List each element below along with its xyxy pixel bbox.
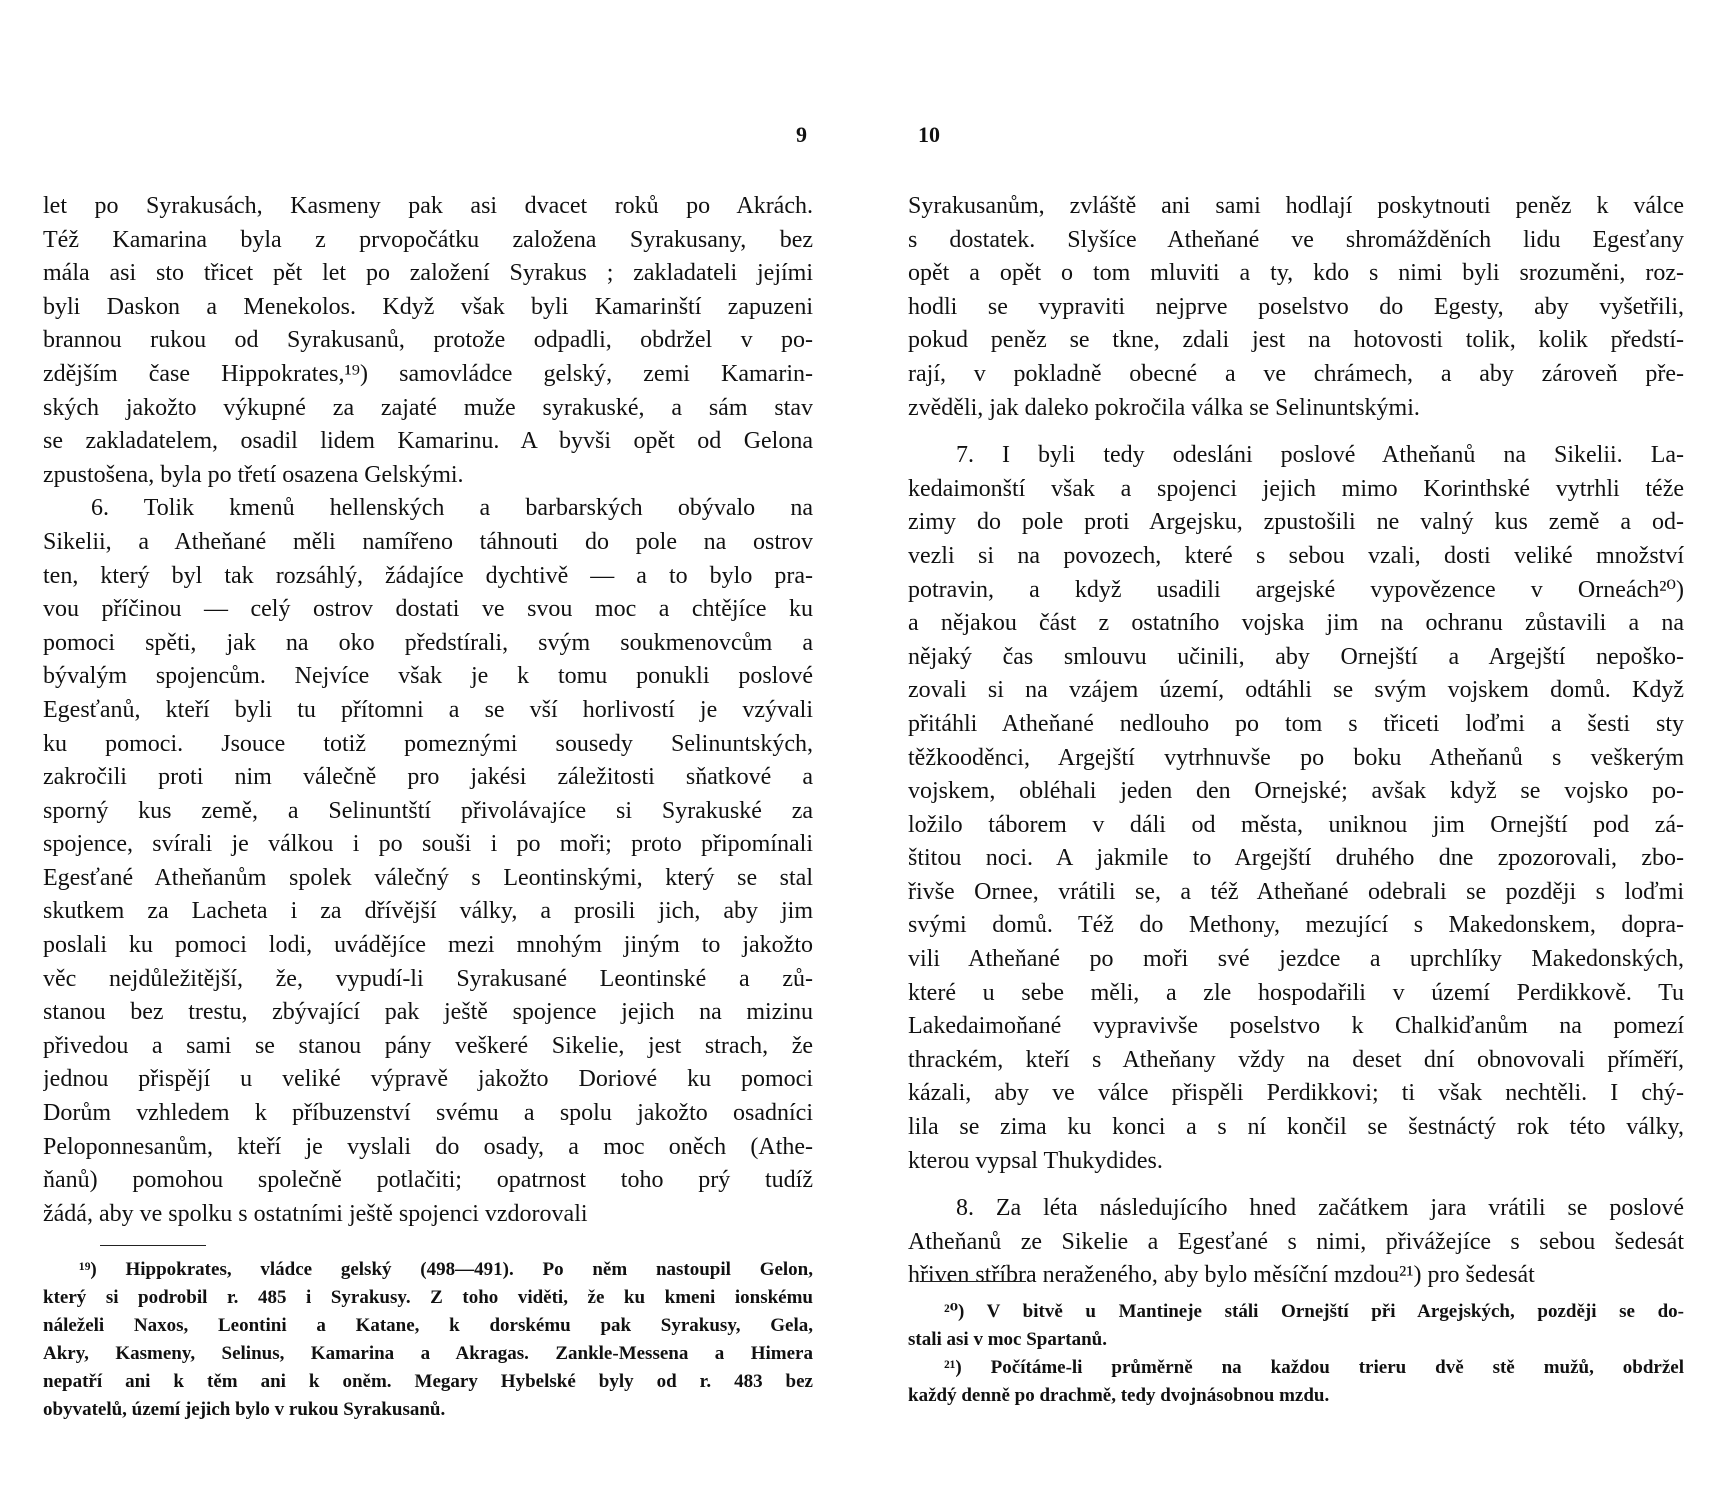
text-line: štitou noci. A jakmile to Argejští druhého dne zpozorovali, zbo-: [908, 845, 1684, 872]
text-line: které u sebe měli, a zle hospodařili v území Perdikkově. Tu: [908, 979, 1684, 1006]
text-line: Též Kamarina byla z prvopočátku založena Syrakusany, bez: [43, 226, 813, 253]
text-line: zimy do pole proti Argejsku, zpustošili ne valný kus země a od-: [908, 509, 1684, 536]
text-line: vezli si na povozech, které s sebou vzali, dosti veliké množství: [908, 542, 1684, 569]
text-line: byli Daskon a Menekolos. Když však byli Kamarinští zapuzeni: [43, 293, 813, 320]
text-line: hřiven stříbra neraženého, aby bylo měsíční mzdou²¹) pro šedesát: [908, 1262, 1535, 1289]
text-line: zakročili proti nim válečně pro jakési záležitosti sňatkové a: [43, 764, 813, 791]
footnote-line: náleželi Naxos, Leontini a Katane, k dorskému pak Syrakusy, Gela,: [43, 1315, 813, 1336]
text-line: pokud peněz se tkne, zdali jest na hotovosti tolik, kolik předstí-: [908, 327, 1684, 354]
text-line: skutkem za Lacheta i za dřívější války, a prosili jich, aby jim: [43, 898, 813, 925]
text-line: kázali, aby ve válce přispěli Perdikkovi; ti však nechtěli. I chý-: [908, 1080, 1684, 1107]
text-line: vojskem, obléhali jeden den Ornejské; avšak když se vojsko po-: [908, 778, 1684, 805]
text-line: svými domů. Též do Methony, mezující s Makedonskem, dopra-: [908, 912, 1684, 939]
text-line: zvěděli, jak daleko pokročila válka se Selinuntskými.: [908, 394, 1420, 421]
text-line: vili Atheňané po moři své jezdce a uprchlíky Makedonských,: [908, 946, 1684, 973]
text-line: přivedou a sami se stanou pány veškeré Sikelie, jest strach, že: [43, 1032, 813, 1059]
text-line: 7. I byli tedy odesláni poslové Atheňanů na Sikelii. La-: [956, 442, 1684, 469]
text-line: lila se zima ku konci a s ní končil se šestnáctý rok této války,: [908, 1114, 1684, 1141]
text-line: rají, v pokladně obecné a ve chrámech, a aby zároveň pře-: [908, 360, 1684, 387]
footnotes: [908, 1298, 1684, 1410]
text-line: let po Syrakusách, Kasmeny pak asi dvacet roků po Akrách.: [43, 193, 813, 219]
page-number: 9: [796, 122, 807, 147]
footnote-divider: [920, 1281, 1026, 1282]
text-line: jednou přispějí u veliké výpravě jakožto Doriové ku pomoci: [43, 1066, 813, 1093]
text-line: ských jakožto výkupné za zajaté muže syrakuské, a sám stav: [43, 394, 813, 421]
text-line: opět a opět o tom mluviti a ty, kdo s nimi byli srozuměni, roz-: [908, 260, 1684, 287]
text-line: 8. Za léta následujícího hned začátkem jara vrátili se poslové: [956, 1195, 1684, 1222]
text-line: Syrakusanům, zvláště ani sami hodlají poskytnouti peněz k válce: [908, 193, 1684, 219]
text-line: mála asi sto třicet pět let po založení Syrakus ; zakladateli jejími: [43, 260, 813, 287]
text-line: vou příčinou — celý ostrov dostati ve svou moc a chtějíce ku: [43, 596, 813, 623]
text-line: Lakedaimoňané vypravivše poselstvo k Chalkiďanům na pomezí: [908, 1013, 1684, 1040]
text-line: přitáhli Atheňané nedlouho po tom s třiceti loďmi a šesti sty: [908, 710, 1684, 737]
text-line: zpustošena, byla po třetí osazena Gelskými.: [43, 461, 464, 488]
body-text: [908, 190, 1684, 1293]
paragraph-gap: [908, 1178, 1684, 1192]
text-line: ňanů) pomohou společně potlačiti; opatrnost toho prý tudíž: [43, 1167, 813, 1194]
footnote-line: ²⁰) V bitvě u Mantineje stáli Ornejští při Argejských, později se do-: [944, 1301, 1684, 1322]
text-line: se zakladatelem, osadil lidem Kamarinu. A byvši opět od Gelona: [43, 428, 813, 455]
footnotes: [43, 1256, 813, 1424]
text-line: hodli se vypraviti nejprve poselstvo do Egesty, aby vyšetřili,: [908, 293, 1684, 320]
footnote-line: ²¹) Počítáme-li průměrně na každou trieru dvě stě mužů, obdržel: [944, 1357, 1684, 1378]
page-right: [860, 0, 1720, 1500]
text-line: spojence, svírali je válkou i po souši i po moři; proto připomínali: [43, 831, 813, 858]
text-line: poslali ku pomoci lodi, uvádějíce mezi mnohým jiným to jakožto: [43, 932, 813, 959]
text-line: sporný kus země, a Selinuntští přivolávajíce si Syrakuské za: [43, 797, 813, 824]
footnote-line: Akry, Kasmeny, Selinus, Kamarina a Akragas. Zankle-Messena a Himera: [43, 1343, 813, 1364]
text-line: Egesťanů, kteří byli tu přítomni a se vší horlivostí je vzývali: [43, 696, 813, 723]
page-number: 10: [918, 122, 940, 147]
text-line: ku pomoci. Jsouce totiž pomeznými sousedy Selinuntských,: [43, 730, 813, 757]
footnote-line: stali asi v moc Spartanů.: [908, 1329, 1107, 1350]
text-line: pomoci spěti, jak na oko předstírali, svým soukmenovcům a: [43, 629, 813, 656]
text-line: ten, který byl tak rozsáhlý, žádajíce dychtivě — a to bylo pra-: [43, 562, 813, 589]
footnote-divider: [100, 1245, 206, 1246]
text-line: těžkooděnci, Argejští vytrhnuvše po boku Atheňanů s veškerým: [908, 744, 1684, 771]
footnote-line: který si podrobil r. 485 i Syrakusy. Z toho viděti, že ku kmeni ionskému: [43, 1287, 813, 1308]
text-line: bývalým spojencům. Nejvíce však je k tomu ponukli poslové: [43, 663, 813, 690]
text-line: kedaimonští však a spojenci jejich mimo Korinthské vytrhli téže: [908, 475, 1684, 502]
text-line: a nějakou část z ostatního vojska jim na ochranu zůstavili a na: [908, 610, 1684, 637]
text-line: potravin, a když usadili argejské vypovězence v Orneách²⁰): [908, 576, 1684, 603]
text-line: Sikelii, a Atheňané měli namířeno táhnouti do pole na ostrov: [43, 528, 813, 555]
paragraph-gap: [908, 425, 1684, 439]
text-line: řivše Ornee, vrátili se, a též Atheňané odebrali se později s loďmi: [908, 878, 1684, 905]
text-line: brannou rukou od Syrakusanů, protože odpadli, obdržel v po-: [43, 327, 813, 354]
text-line: Egesťané Atheňanům spolek válečný s Leontinskými, který se stal: [43, 864, 813, 891]
text-line: zdějším čase Hippokrates,¹⁹) samovládce gelský, zemi Kamarin-: [43, 360, 813, 387]
footnote-line: nepatří ani k těm ani k oněm. Megary Hybelské byly od r. 483 bez: [43, 1371, 813, 1392]
text-line: 6. Tolik kmenů hellenských a barbarských obývalo na: [91, 495, 813, 522]
body-text: [43, 190, 813, 1231]
footnote-line: každý denně po drachmě, tedy dvojnásobnou mzdu.: [908, 1385, 1330, 1406]
text-line: žádá, aby ve spolku s ostatními ještě spojenci vzdorovali: [43, 1200, 588, 1227]
text-line: zovali si na vzájem území, odtáhli se svým vojskem domů. Když: [908, 677, 1684, 704]
footnote-line: ¹⁹) Hippokrates, vládce gelský (498—491). Po něm nastoupil Gelon,: [79, 1259, 813, 1280]
text-line: kterou vypsal Thukydides.: [908, 1147, 1163, 1174]
text-line: Atheňanů ze Sikelie a Egesťané s nimi, přivážejíce s sebou šedesát: [908, 1228, 1684, 1255]
text-line: s dostatek. Slyšíce Atheňané ve shromážděních lidu Egesťany: [908, 226, 1684, 253]
footnote-line: obyvatelů, území jejich bylo v rukou Syrakusanů.: [43, 1399, 446, 1420]
text-line: Dorům vzhledem k příbuzenství svému a spolu jakožto osadníci: [43, 1100, 813, 1127]
text-line: stanou bez trestu, zbývající pak ještě spojence jejich na mizinu: [43, 999, 813, 1026]
text-line: věc nejdůležitější, že, vypudí-li Syrakusané Leontinské a zů-: [43, 965, 813, 992]
text-line: Peloponnesanům, kteří je vyslali do osady, a moc oněch (Athe-: [43, 1133, 813, 1160]
text-line: ložilo táborem v dáli od města, uniknou jim Ornejští pod zá-: [908, 811, 1684, 838]
text-line: thrackém, kteří s Atheňany vždy na deset dní obnovovali příměří,: [908, 1046, 1684, 1073]
text-line: nějaký čas smlouvu učinili, aby Ornejští a Argejští nepoško-: [908, 643, 1684, 670]
